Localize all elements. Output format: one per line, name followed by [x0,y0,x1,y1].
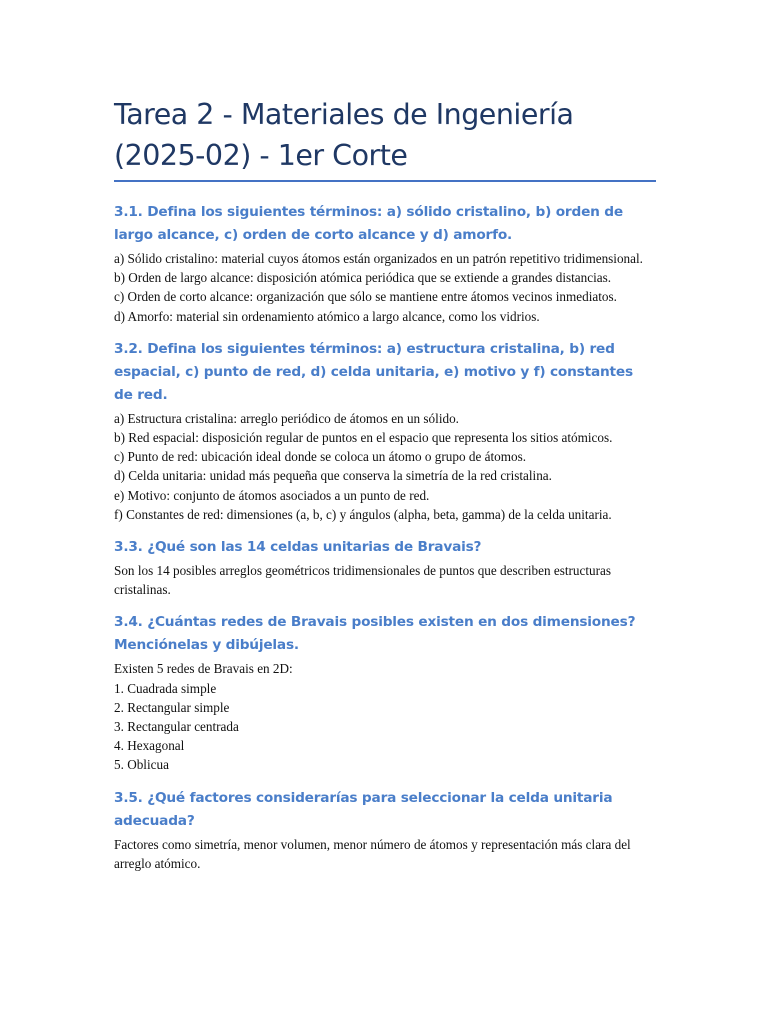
answer-text [114,835,656,873]
question-heading: 3.3. ¿Qué son las 14 celdas unitarias de Bravais? [114,539,482,556]
title-underline [114,180,656,182]
question-section [114,338,656,524]
question-section [114,787,656,873]
answer-line: b) Orden de largo alcance: disposición atómica periódica que se extiende a grandes distancias. [114,270,612,286]
list-item: 3. Rectangular centrada [114,719,239,735]
question-heading: 3.5. ¿Qué factores considerarías para seleccionar la celda unitaria adecuada? [114,789,613,829]
answer-line: Existen 5 redes de Bravais en 2D: [114,661,293,677]
question-section [114,611,656,774]
list-item: 2. Rectangular simple [114,699,230,715]
answer-line: a) Sólido cristalino: material cuyos átomos están organizados en un patrón repetitivo tridimensional. [114,251,643,266]
answer-line: e) Motivo: conjunto de átomos asociados a un punto de red. [114,487,430,503]
answer-line: c) Punto de red: ubicación ideal donde se coloca un átomo o grupo de átomos. [114,449,526,465]
answer-line: b) Red espacial: disposición regular de puntos en el espacio que representa los sitios atómicos. [114,430,613,446]
question-heading: 3.2. Defina los siguientes términos: a) estructura cristalina, b) red espacial, c) punto de red, d) celda unitaria, e) motivo y f) constantes de red. [114,340,633,403]
answer-text [114,409,656,524]
answer-text [114,561,656,599]
answer-line: f) Constantes de red: dimensiones (a, b, c) y ángulos (alpha, beta, gamma) de la celda unitaria. [114,506,612,522]
answer-line: d) Celda unitaria: unidad más pequeña que conserva la simetría de la red cristalina. [114,468,552,484]
list-item: 5. Oblicua [114,757,169,773]
answer-line: c) Orden de corto alcance: organización que sólo se mantiene entre átomos vecinos inmediatos. [114,289,617,305]
question-section [114,201,656,326]
answer-line: a) Estructura cristalina: arreglo periódico de átomos en un sólido. [114,410,459,426]
list-item: 4. Hexagonal [114,738,185,754]
question-heading: 3.4. ¿Cuántas redes de Bravais posibles existen en dos dimensiones? Menciónelas y dibújelas. [114,614,636,654]
answer-line: Factores como simetría, menor volumen, menor número de átomos y representación más clara del arreglo atómico. [114,836,631,871]
question-heading: 3.1. Defina los siguientes términos: a) sólido cristalino, b) orden de largo alcance, c) orden de corto alcance y d) amorfo. [114,204,623,243]
answer-line: Son los 14 posibles arreglos geométricos tridimensionales de puntos que describen estructuras cristalinas. [114,563,611,598]
answer-text [114,659,656,774]
document-page [114,94,656,885]
answer-text [114,249,656,326]
answer-line: d) Amorfo: material sin ordenamiento atómico a largo alcance, como los vidrios. [114,308,540,324]
list-item: 1. Cuadrada simple [114,680,217,696]
page-title: Tarea 2 - Materiales de Ingeniería (2025-02) - 1er Corte [114,98,574,172]
question-section [114,536,656,599]
